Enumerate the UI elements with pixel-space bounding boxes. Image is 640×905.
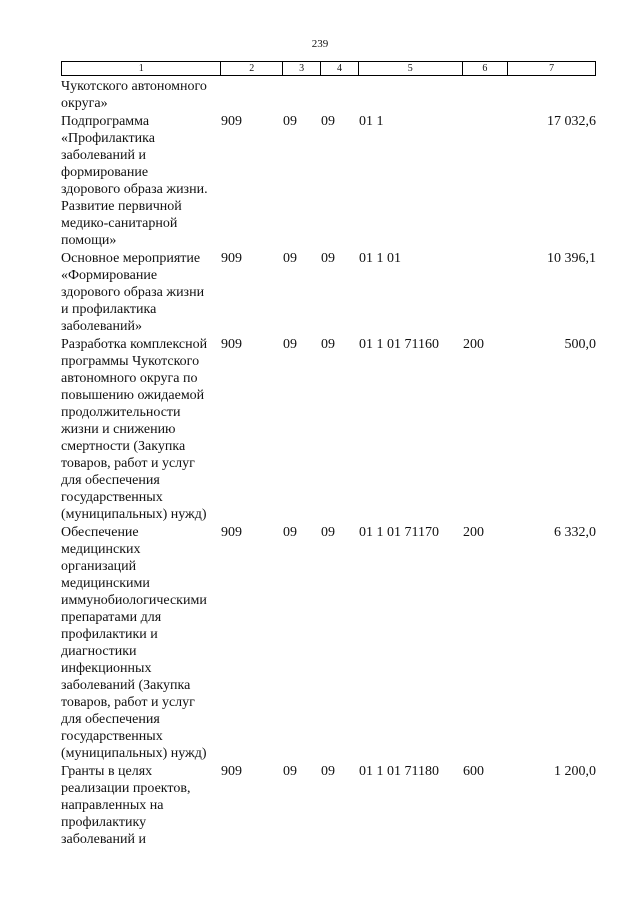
- row-col-6: [463, 113, 509, 249]
- row-col-5: 01 1 01 71170: [359, 525, 439, 540]
- row-name: Чукотского автономного округа»: [61, 79, 207, 111]
- row-col-5: 01 1 01: [359, 251, 401, 266]
- row-col-7: 6 332,0: [554, 525, 596, 540]
- row-col-3: [283, 78, 321, 112]
- row-name: Разработка комплексной программы Чукотского автономного округа по повышению ожидаемой продолжительности жизни и снижению смертности (Закупка товаров, работ и услуг для обеспечения государственных (муниципальных) нужд): [61, 337, 208, 522]
- row-col-6: [463, 78, 509, 112]
- row-col-4: [321, 78, 359, 112]
- row-col-2: 909: [221, 764, 242, 779]
- row-name: Обеспечение медицинских организаций медицинскими иммунобиологическими препаратами для профилактики и диагностики инфекционных заболеваний (Закупка товаров, работ и услуг для обеспечения государственных (муниципальных) нужд): [61, 525, 207, 761]
- row-col-4: 09: [321, 251, 335, 266]
- header-col-6: 6: [463, 62, 509, 75]
- row-col-4: 09: [321, 337, 335, 352]
- table-row: [61, 250, 596, 335]
- row-name: Подпрограмма «Профилактика заболеваний и формирование здорового образа жизни. Развитие первичной медико-санитарной помощи»: [61, 114, 208, 248]
- row-col-7: 10 396,1: [547, 251, 596, 266]
- row-col-2: 909: [221, 251, 242, 266]
- row-col-3: 09: [283, 764, 297, 779]
- row-col-7: 17 032,6: [547, 114, 596, 129]
- row-col-6: [463, 250, 509, 335]
- row-col-7: 500,0: [564, 337, 596, 352]
- row-col-6: 200: [463, 525, 484, 540]
- row-col-2: 909: [221, 337, 242, 352]
- row-col-5: 01 1: [359, 114, 384, 129]
- table-row: [61, 763, 596, 848]
- row-name: Гранты в целях реализации проектов, направленных на профилактику заболеваний и: [61, 764, 191, 847]
- row-col-3: 09: [283, 337, 297, 352]
- table-row: [61, 113, 596, 249]
- table-row: [61, 78, 596, 112]
- table-body: [61, 78, 596, 849]
- row-col-5: 01 1 01 71180: [359, 764, 439, 779]
- page-number: 239: [311, 38, 329, 50]
- header-col-4: 4: [321, 62, 359, 75]
- row-col-3: 09: [283, 114, 297, 129]
- row-col-7: [509, 78, 596, 112]
- row-col-6: 600: [463, 764, 484, 779]
- table-row: [61, 524, 596, 762]
- row-col-7: 1 200,0: [554, 764, 596, 779]
- row-col-2: 909: [221, 114, 242, 129]
- header-col-2: 2: [221, 62, 283, 75]
- table-header: [61, 61, 596, 76]
- row-col-2: [221, 78, 283, 112]
- row-col-5: 01 1 01 71160: [359, 337, 439, 352]
- row-col-5: [359, 78, 463, 112]
- row-col-4: 09: [321, 764, 335, 779]
- row-col-4: 09: [321, 525, 335, 540]
- row-col-4: 09: [321, 114, 335, 129]
- header-col-3: 3: [283, 62, 321, 75]
- row-col-3: 09: [283, 525, 297, 540]
- header-col-7: 7: [549, 63, 555, 74]
- header-col-1: 1: [62, 62, 221, 75]
- row-col-2: 909: [221, 525, 242, 540]
- row-col-6: 200: [463, 337, 484, 352]
- row-name: Основное мероприятие «Формирование здорового образа жизни и профилактика заболеваний»: [61, 251, 205, 334]
- row-col-3: 09: [283, 251, 297, 266]
- table-row: [61, 336, 596, 523]
- header-col-5: 5: [359, 62, 463, 75]
